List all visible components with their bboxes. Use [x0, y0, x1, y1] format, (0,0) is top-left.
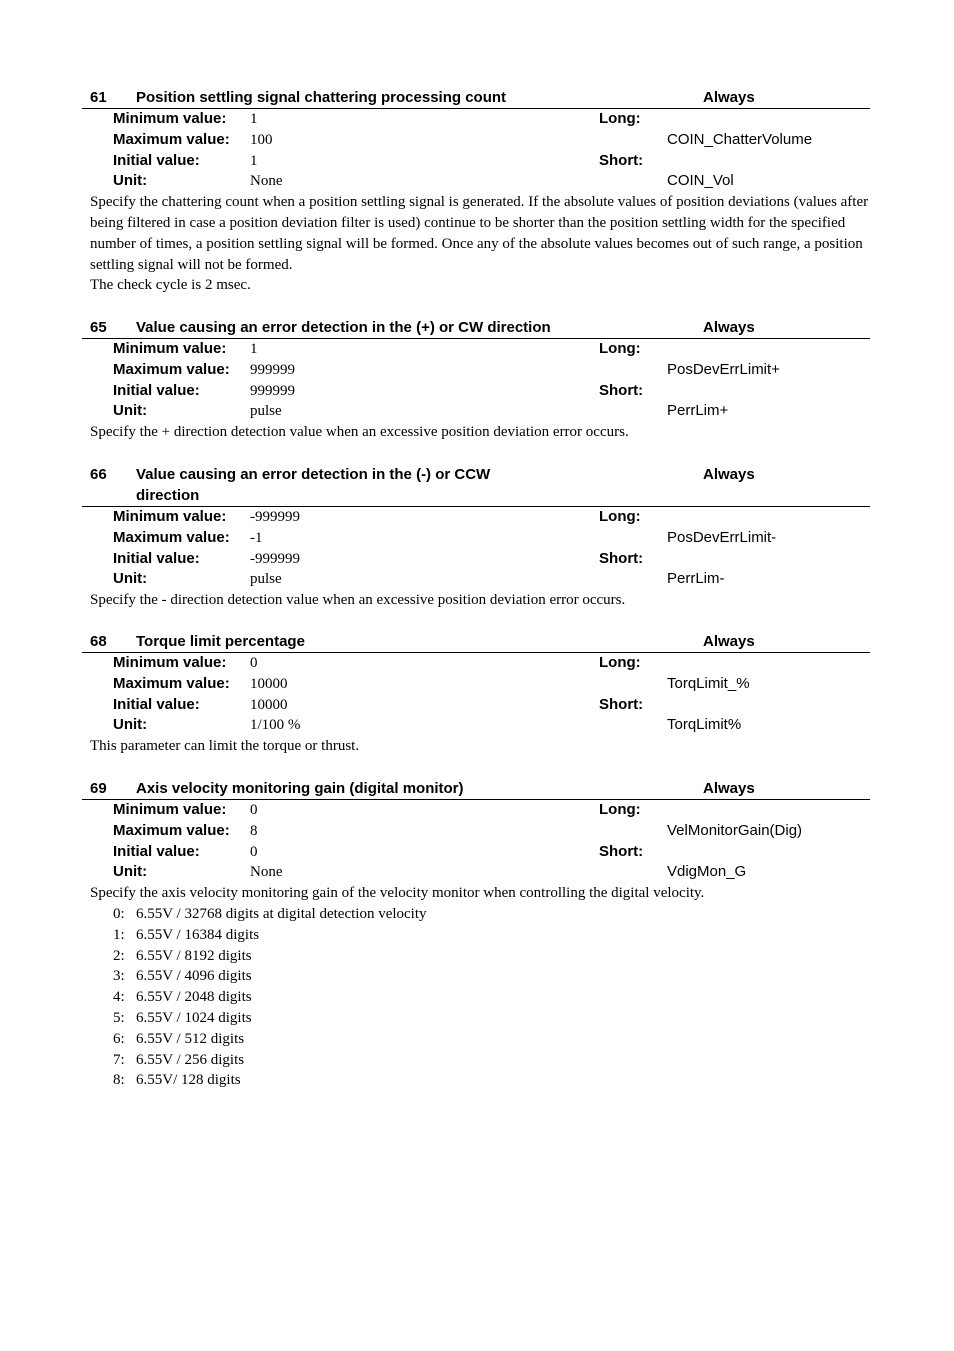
short-label: Short:	[599, 842, 644, 860]
min-row	[82, 800, 870, 821]
short-label: Short:	[599, 695, 644, 713]
unit-label: Unit:	[113, 402, 148, 420]
max-label: Maximum value:	[113, 360, 230, 378]
long-label: Long:	[599, 654, 641, 671]
init-value: 1	[250, 152, 258, 169]
init-row	[82, 381, 870, 402]
min-label: Minimum value:	[113, 508, 227, 525]
unit-row	[82, 569, 870, 590]
param-timing: Always	[703, 319, 755, 336]
init-row	[82, 151, 870, 172]
max-row	[82, 130, 870, 151]
max-label: Maximum value:	[113, 130, 230, 148]
init-value: 0	[250, 843, 258, 860]
unit-label: Unit:	[113, 172, 148, 190]
max-value: -1	[250, 529, 263, 546]
long-label: Long:	[599, 801, 641, 818]
param-description: Specify the + direction detection value when an excessive position deviation error occurs.	[90, 424, 629, 441]
max-row	[82, 360, 870, 381]
option-key: 4:	[113, 989, 125, 1006]
max-value: 8	[250, 822, 258, 839]
param-number: 68	[90, 633, 107, 650]
short-name: TorqLimit%	[667, 716, 742, 734]
param-65-section	[82, 317, 870, 443]
param-number: 69	[90, 780, 107, 797]
option-key: 8:	[113, 1072, 125, 1089]
unit-value: 1/100 %	[250, 717, 301, 734]
option-text: 6.55V / 16384 digits	[136, 926, 260, 943]
option-text: 6.55V / 1024 digits	[136, 1009, 252, 1026]
min-label: Minimum value:	[113, 110, 227, 127]
unit-row	[82, 862, 870, 883]
param-title: Value causing an error detection in the (-) or CCW direction	[136, 466, 491, 504]
max-row	[82, 821, 870, 842]
param-header	[82, 778, 870, 800]
param-description: Specify the axis velocity monitoring gain of the velocity monitor when controlling the digital velocity.	[90, 885, 705, 902]
max-value: 999999	[250, 361, 295, 378]
init-label: Initial value:	[113, 381, 200, 399]
unit-value: None	[250, 173, 283, 190]
min-value: 0	[250, 802, 258, 818]
param-description-note: The check cycle is 2 msec.	[90, 277, 251, 294]
short-name: PerrLim+	[667, 402, 729, 420]
option-key: 1:	[113, 926, 125, 943]
max-value: 10000	[250, 675, 288, 692]
init-row	[82, 549, 870, 570]
list-item	[113, 1029, 870, 1050]
min-row	[82, 507, 870, 528]
option-text: 6.55V / 2048 digits	[136, 989, 252, 1006]
min-value: -999999	[250, 509, 300, 525]
unit-label: Unit:	[113, 570, 148, 588]
init-label: Initial value:	[113, 695, 200, 713]
list-item	[113, 1070, 870, 1091]
short-label: Short:	[599, 549, 644, 567]
param-description: Specify the - direction detection value when an excessive position deviation error occurs.	[90, 592, 626, 609]
param-number: 61	[90, 89, 107, 106]
param-69-section	[82, 778, 870, 1091]
min-row	[82, 339, 870, 360]
short-name: VdigMon_G	[667, 863, 747, 881]
unit-value: None	[250, 864, 283, 881]
max-row	[82, 528, 870, 549]
init-label: Initial value:	[113, 549, 200, 567]
param-timing: Always	[703, 780, 755, 797]
unit-label: Unit:	[113, 716, 148, 734]
option-text: 6.55V / 4096 digits	[136, 968, 252, 985]
param-header	[82, 464, 870, 507]
init-row	[82, 842, 870, 863]
list-item	[113, 946, 870, 967]
option-text: 6.55V / 32768 digits at digital detection velocity	[136, 905, 427, 922]
max-label: Maximum value:	[113, 528, 230, 546]
long-name: COIN_ChatterVolume	[667, 130, 813, 148]
long-name: PosDevErrLimit+	[667, 360, 780, 378]
init-label: Initial value:	[113, 151, 200, 169]
short-label: Short:	[599, 151, 644, 169]
param-header	[82, 631, 870, 653]
param-timing: Always	[703, 466, 755, 483]
init-value: 999999	[250, 382, 295, 399]
max-label: Maximum value:	[113, 674, 230, 692]
min-label: Minimum value:	[113, 801, 227, 818]
param-title: Value causing an error detection in the (+) or CW direction	[136, 319, 551, 336]
list-item	[113, 966, 870, 987]
list-item	[113, 904, 870, 925]
option-key: 5:	[113, 1009, 125, 1026]
gain-option-list	[113, 904, 870, 1091]
param-title: Axis velocity monitoring gain (digital monitor)	[136, 780, 464, 797]
min-row	[82, 109, 870, 130]
long-name: TorqLimit_%	[667, 674, 750, 692]
short-name: COIN_Vol	[667, 172, 734, 190]
list-item	[113, 925, 870, 946]
param-61-section	[82, 87, 870, 296]
option-key: 3:	[113, 968, 125, 985]
param-timing: Always	[703, 633, 755, 650]
option-text: 6.55V/ 128 digits	[136, 1072, 241, 1089]
param-description: Specify the chattering count when a position settling signal is generated. If the absolute values of position deviations (values after being filtered in case a position deviation filter is used) continue to be shorter than the position settling width for the specified number of times, a position settling signal will be formed. Once any of the absolute values becomes out of such range, a position settling signal will not be formed.	[90, 194, 869, 273]
param-number: 65	[90, 319, 107, 336]
max-value: 100	[250, 131, 273, 148]
short-name: PerrLim-	[667, 570, 725, 588]
min-value: 1	[250, 341, 258, 357]
init-value: -999999	[250, 550, 300, 567]
long-name: VelMonitorGain(Dig)	[667, 821, 803, 839]
option-text: 6.55V / 512 digits	[136, 1030, 245, 1047]
option-text: 6.55V / 256 digits	[136, 1051, 245, 1068]
min-value: 1	[250, 111, 258, 127]
option-key: 6:	[113, 1030, 125, 1047]
unit-label: Unit:	[113, 863, 148, 881]
param-header	[82, 317, 870, 339]
min-label: Minimum value:	[113, 340, 227, 357]
param-title: Position settling signal chattering processing count	[136, 89, 507, 106]
param-number: 66	[90, 466, 107, 483]
init-value: 10000	[250, 696, 288, 713]
param-description: This parameter can limit the torque or thrust.	[90, 738, 360, 755]
min-label: Minimum value:	[113, 654, 227, 671]
param-header	[82, 87, 870, 109]
unit-row	[82, 171, 870, 192]
unit-value: pulse	[250, 571, 282, 588]
param-68-section	[82, 631, 870, 757]
option-key: 7:	[113, 1051, 125, 1068]
long-name: PosDevErrLimit-	[667, 528, 777, 546]
unit-value: pulse	[250, 403, 282, 420]
list-item	[113, 1008, 870, 1029]
min-value: 0	[250, 655, 258, 671]
unit-row	[82, 401, 870, 422]
option-key: 0:	[113, 905, 125, 922]
option-text: 6.55V / 8192 digits	[136, 947, 252, 964]
long-label: Long:	[599, 110, 641, 127]
max-label: Maximum value:	[113, 821, 230, 839]
long-label: Long:	[599, 508, 641, 525]
init-label: Initial value:	[113, 842, 200, 860]
long-label: Long:	[599, 340, 641, 357]
unit-row	[82, 715, 870, 736]
min-row	[82, 653, 870, 674]
param-title: Torque limit percentage	[136, 633, 305, 650]
option-key: 2:	[113, 947, 125, 964]
param-timing: Always	[703, 89, 755, 106]
max-row	[82, 674, 870, 695]
short-label: Short:	[599, 381, 644, 399]
list-item	[113, 987, 870, 1008]
init-row	[82, 695, 870, 716]
param-66-section	[82, 464, 870, 611]
list-item	[113, 1050, 870, 1071]
